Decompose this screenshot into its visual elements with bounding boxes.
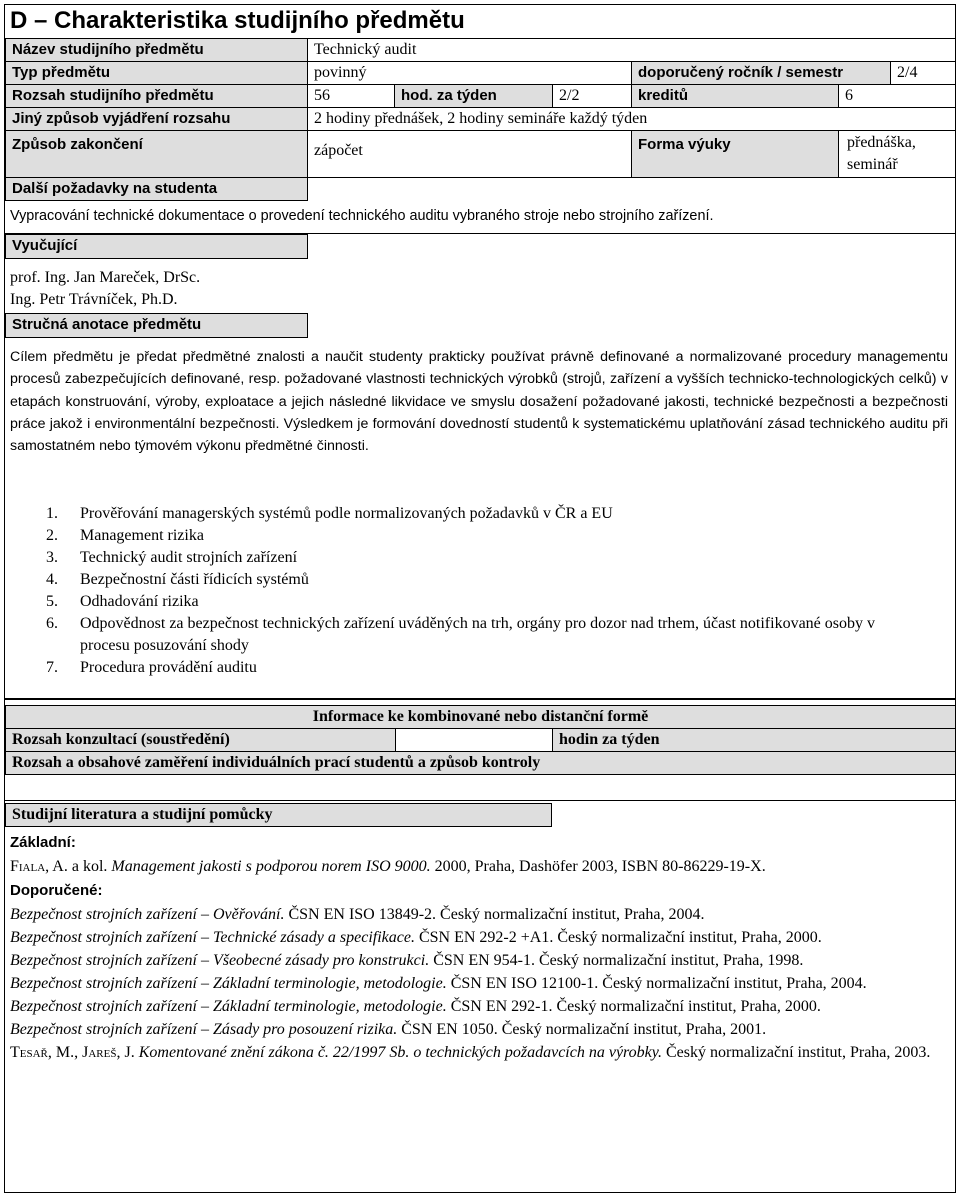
list-item: Bezpečnost strojních zařízení – Všeobecné zásady pro konstrukci. ČSN EN 954-1. Český normalizační institut, Praha, 1998. xyxy=(10,952,804,969)
requirements-label: Další požadavky na studenta xyxy=(5,177,308,201)
list-item: 3. Technický audit strojních zařízení xyxy=(46,549,298,566)
hours-value: 2/2 xyxy=(552,84,632,108)
scope-label: Rozsah studijního předmětu xyxy=(5,84,308,108)
completion-label: Způsob zakončení xyxy=(5,130,308,178)
list-item: 1. Prověřování managerských systémů podle normalizovaných požadavků v ČR a EU xyxy=(46,505,613,522)
form-label: Forma výuky xyxy=(631,130,839,178)
name-label: Název studijního předmětu xyxy=(5,38,308,62)
list-item: Bezpečnost strojních zařízení – Technické zásady a specifikace. ČSN EN 292-2 +A1. Český normalizační institut, Praha, 2000. xyxy=(10,929,822,946)
list-item: Bezpečnost strojních zařízení – Zásady pro posouzení rizika. ČSN EN 1050. Český normalizační institut, Praha, 2001. xyxy=(10,1021,767,1038)
name-value: Technický audit xyxy=(307,38,956,62)
distance-header: Informace ke kombinované nebo distanční formě xyxy=(5,705,956,729)
list-item: Tesař, M., Jareš, J. Komentované znění zákona č. 22/1997 Sb. o technických požadavcích na výrobky. Český normalizační institut, Praha, 2003. xyxy=(10,1044,931,1061)
list-item: 4. Bezpečnostní části řídicích systémů xyxy=(46,571,309,588)
completion-value: zápočet xyxy=(307,130,632,178)
recommended-literature-list xyxy=(10,904,944,1063)
consult-hours-label: hodin za týden xyxy=(552,728,956,752)
type-label: Typ předmětu xyxy=(5,61,308,85)
list-item: 2. Management rizika xyxy=(46,527,204,544)
basic-literature-item: Fiala, A. a kol. Management jakosti s podporou norem ISO 9000. 2000, Praha, Dashöfer 2003, ISBN 80-86229-19-X. xyxy=(10,858,766,875)
literature-label: Studijní literatura a studijní pomůcky xyxy=(5,803,552,827)
requirements-text: Vypracování technické dokumentace o provedení technického auditu vybraného stroje nebo strojního zařízení. xyxy=(10,208,714,224)
year-value: 2/4 xyxy=(890,61,956,85)
recommended-literature-heading: Doporučené: xyxy=(10,882,103,899)
divider xyxy=(5,800,956,801)
annotation-label: Stručná anotace předmětu xyxy=(5,313,308,338)
list-item: 5. Odhadování rizika xyxy=(46,593,199,610)
form-value: přednáška, seminář xyxy=(838,130,956,178)
consult-value xyxy=(395,728,553,752)
type-value: povinný xyxy=(307,61,632,85)
list-item: Bezpečnost strojních zařízení – Základní terminologie, metodologie. ČSN EN 292-1. Český normalizační institut, Praha, 2000. xyxy=(10,998,821,1015)
credits-label: kreditů xyxy=(631,84,839,108)
teacher-2: Ing. Petr Trávníček, Ph.D. xyxy=(10,291,178,308)
list-item: Bezpečnost strojních zařízení – Ověřování. ČSN EN ISO 13849-2. Český normalizační institut, Praha, 2004. xyxy=(10,906,705,923)
list-item: 6. Odpovědnost za bezpečnost technických zařízení uváděných na trh, orgány pro dozor nad trhem, účast notifikované osoby v procesu posuzování shody xyxy=(46,615,875,654)
topics-list xyxy=(10,503,940,679)
divider xyxy=(5,698,956,700)
list-item: 7. Procedura provádění auditu xyxy=(46,659,257,676)
other-scope-value: 2 hodiny přednášek, 2 hodiny semináře každý týden xyxy=(307,107,956,131)
basic-literature-heading: Základní: xyxy=(10,834,76,851)
individual-work-label: Rozsah a obsahové zaměření individuálních prací studentů a způsob kontroly xyxy=(5,751,956,775)
credits-value: 6 xyxy=(838,84,956,108)
teachers-label: Vyučující xyxy=(5,234,308,259)
other-scope-label: Jiný způsob vyjádření rozsahu xyxy=(5,107,308,131)
list-item: Bezpečnost strojních zařízení – Základní terminologie, metodologie. ČSN EN ISO 12100-1. Český normalizační institut, Praha, 2004. xyxy=(10,975,867,992)
annotation-text: Cílem předmětu je předat předmětné znalosti a naučit studenty prakticky používat právně definované a normalizované procedury managementu procesů zabezpečujících definované, resp. požadované vlastnosti technických výrobků (strojů, zařízení a vyšších technicko-technologických celků) v etapách konstruování, výroby, exploatace a jejich následné likvidace ve smyslu dosažení požadované jakosti, technické bezpečnosti a bezpečnosti práce jakož i environmentální bezpečnosti. Výsledkem je formování dovedností studentů k systematickému uplatňování zásad technického auditu při samostatném nebo týmovém výkonu předmětné činnosti. xyxy=(10,349,948,455)
consult-label: Rozsah konzultací (soustředění) xyxy=(5,728,396,752)
teacher-1: prof. Ing. Jan Mareček, DrSc. xyxy=(10,269,201,286)
hours-label: hod. za týden xyxy=(394,84,553,108)
scope-value: 56 xyxy=(307,84,395,108)
page-title: D – Charakteristika studijního předmětu xyxy=(10,7,465,34)
year-label: doporučený ročník / semestr xyxy=(631,61,891,85)
